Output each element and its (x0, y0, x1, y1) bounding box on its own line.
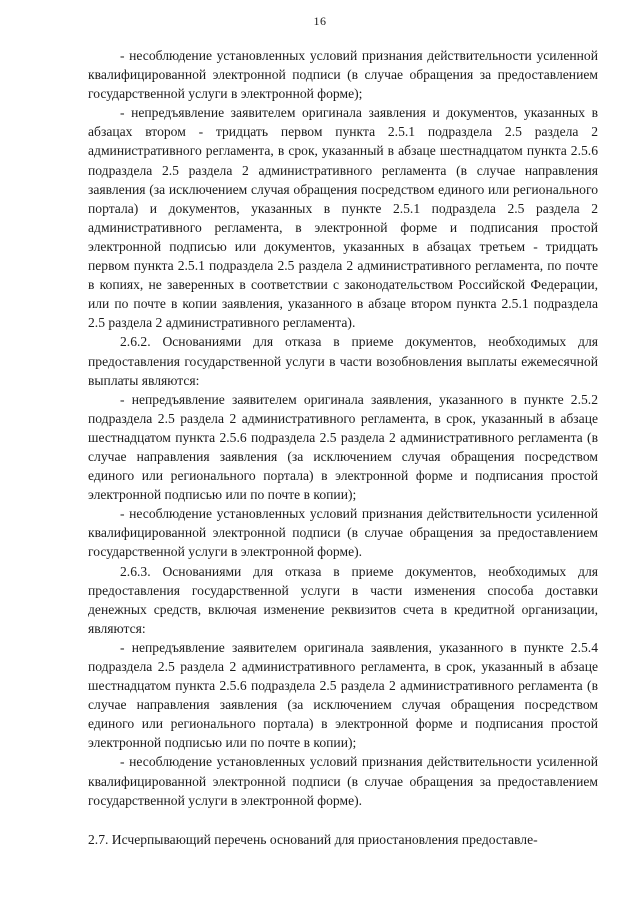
page-number: 16 (313, 14, 327, 28)
paragraph-2-6-2-heading: 2.6.2. Основаниями для отказа в приеме документов, необходимых для предоставления государственной услуги в части возобновления выплаты ежемесячной выплаты являются: (88, 334, 598, 388)
document-body (88, 46, 598, 810)
paragraph-2-6-3-heading: 2.6.3. Основаниями для отказа в приеме документов, необходимых для предоставления государственной услуги в части изменения способа доставки денежных средств, включая изменение реквизитов счета в кредитной организации, являются: (88, 563, 598, 636)
paragraph-signature-validity: - несоблюдение установленных условий признания действительности усиленной квалифицированной электронной подписи (в случае обращения за предоставлением государственной услуги в электронной форме); (88, 48, 598, 102)
paragraph-2-6-3-original: - непредъявление заявителем оригинала заявления, указанного в пункте 2.5.4 подраздела 2.5 раздела 2 административного регламента, в срок, указанный в абзаце шестнадцатом пункта 2.5.6 подраздела 2.5 раздела 2 административного регламента (в случае направления заявления (за исключением случая обращения посредством единого или регионального портала) в электронной форме и подписания простой электронной подписью или по почте в копии); (88, 639, 598, 751)
section-2-7-heading: 2.7. Исчерпывающий перечень оснований для приостановления предоставле- (88, 832, 538, 847)
paragraph-2-6-2-signature: - несоблюдение установленных условий признания действительности усиленной квалифицированной электронной подписи (в случае обращения за предоставлением государственной услуги в электронной форме). (88, 506, 598, 560)
paragraph-original-not-presented: - непредъявление заявителем оригинала заявления и документов, указанных в абзацах втором - тридцать первом пункта 2.5.1 подраздела 2.5 раздела 2 административного регламента, в срок, указанный в абзаце шестнадцатом пункта 2.5.6 подраздела 2.5 раздела 2 административного регламента (в случае направления заявления (за исключением случая обращения посредством единого или регионального портала) и документов, указанных в пункте 2.5.1 подраздела 2.5 раздела 2 административного регламента, в электронной форме и подписания простой электронной подписью или документов, указанных в абзацах третьем - тридцать первом пункта 2.5.1 подраздела 2.5 раздела 2 административного регламента, по почте в копиях, не заверенных в соответствии с законодательством Российской Федерации, или по почте в копии заявления, указанного в абзаце втором пункта 2.5.1 подраздела 2.5 раздела 2 административного регламента). (88, 105, 598, 331)
paragraph-2-6-2-original: - непредъявление заявителем оригинала заявления, указанного в пункте 2.5.2 подраздела 2.5 раздела 2 административного регламента, в срок, указанный в абзаце шестнадцатом пункта 2.5.6 подраздела 2.5 раздела 2 административного регламента (в случае направления заявления (за исключением случая обращения посредством единого или регионального портала) в электронной форме и подписания простой электронной подписью или по почте в копии); (88, 391, 598, 503)
paragraph-2-6-3-signature: - несоблюдение установленных условий признания действительности усиленной квалифицированной электронной подписи (в случае обращения за предоставлением государственной услуги в электронной форме). (88, 754, 598, 808)
